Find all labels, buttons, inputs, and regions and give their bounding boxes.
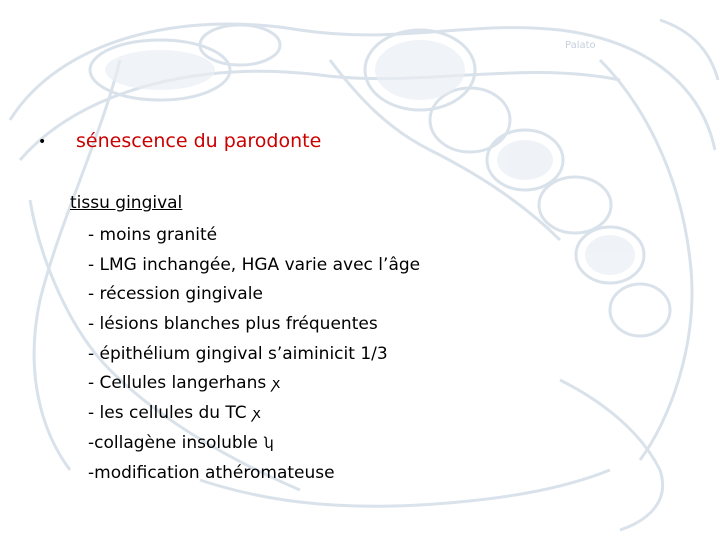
list-item: - LMG inchangée, HGA varie avec l’âge <box>88 254 421 275</box>
decrease-icon: ꭗ <box>252 404 261 423</box>
item-list <box>88 221 426 488</box>
bullet-marker: • <box>38 134 47 150</box>
list-item: - les cellules du TC ꭗ <box>88 403 261 424</box>
list-item: - épithélium gingival s’aiminicit 1/3 <box>88 343 388 364</box>
decrease-icon: ꭗ <box>272 374 281 393</box>
slide-title: sénescence du parodonte <box>76 130 322 152</box>
list-item: - moins granité <box>88 225 218 245</box>
section-heading: tissu gingival <box>70 193 183 213</box>
increase-icon: ʮ <box>263 433 274 452</box>
list-item: -modification athéromateuse <box>88 462 335 483</box>
list-item: - lésions blanches plus fréquentes <box>88 314 378 335</box>
list-item: -collagène insoluble ʮ <box>88 432 274 453</box>
list-item: - récession gingivale <box>88 284 263 305</box>
list-item: - Cellules langerhans ꭗ <box>88 373 281 394</box>
watermark-label: Palato <box>565 40 596 51</box>
